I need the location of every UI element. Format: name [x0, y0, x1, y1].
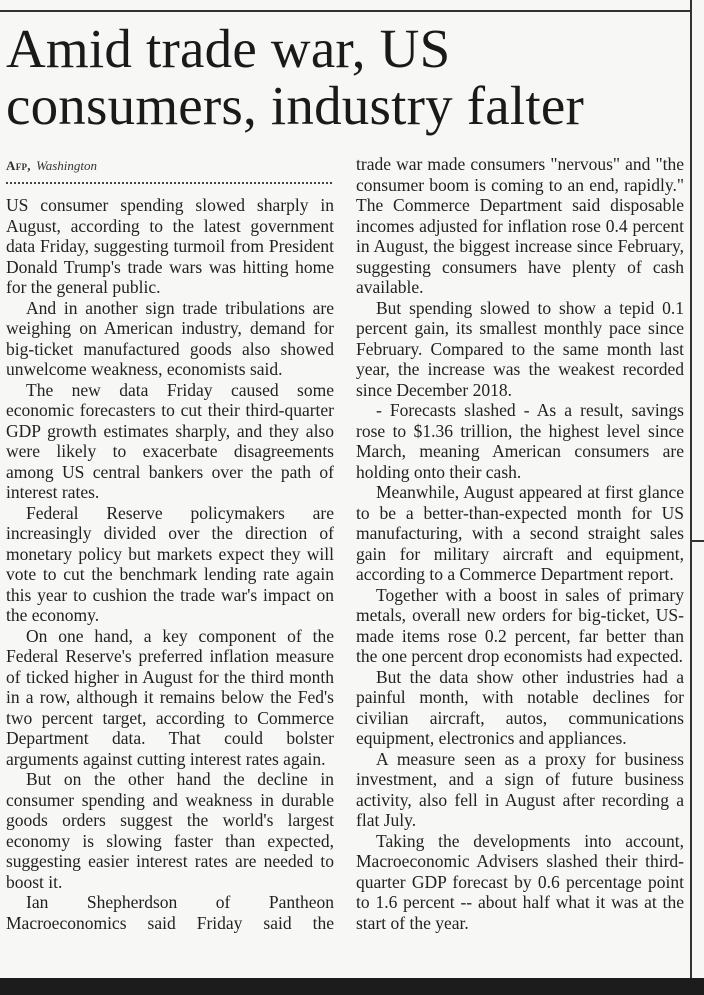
byline-agency: Afp, [6, 158, 31, 173]
paragraph: But the data show other industries had a painful month, with notable declines for civilian aircraft, autos, communications equipment, electronics and appliances. [356, 666, 684, 748]
byline-place: Washington [36, 158, 98, 173]
paragraph: US consumer spending slowed sharply in August, according to the latest government data Friday, suggesting turmoil from President Donald Trump's trade wars was hitting home for the general public. [6, 195, 334, 297]
paragraph: On one hand, a key component of the Federal Reserve's preferred inflation measure of ticked higher in August for the third month in a row, although it remains below the Fed's two percent target, according to Commerce Department data. That could bolster arguments against cutting interest rates again. [6, 625, 334, 769]
paragraph: But spending slowed to show a tepid 0.1 percent gain, its smallest monthly pace since February. Compared to the same month last year, the increase was the weakest recorded since December 2018. [356, 297, 684, 400]
headline: Amid trade war, US consumers, industry falter [6, 18, 584, 136]
adjacent-article-rule [692, 540, 704, 542]
paragraph: But on the other hand the decline in consumer spending and weakness in durable goods orders suggest the world's largest economy is slowing faster than expected, suggesting easier interest rates are needed to boost it. [6, 769, 334, 892]
column-rule-right [690, 0, 692, 978]
paragraph: - Forecasts slashed - As a result, savings rose to $1.36 trillion, the highest level since March, meaning American consumers are holding onto their cash. [356, 400, 684, 482]
paragraph: The new data Friday caused some economic forecasters to cut their third-quarter GDP growth estimates sharply, and they also were likely to exacerbate disagreements among US central bankers over the path of interest rates. [6, 379, 334, 502]
article-column-1 [6, 195, 334, 933]
paragraph: Together with a boost in sales of primary metals, overall new orders for big-ticket, US-made items rose 0.2 percent, far better than the one percent drop economists had expected. [356, 584, 684, 666]
bottom-border [0, 978, 704, 995]
paragraph: Federal Reserve policymakers are increasingly divided over the direction of monetary policy but markets expect they will vote to cut the benchmark lending rate again this year to cushion the trade war's impact on the economy. [6, 502, 334, 625]
top-rule [0, 10, 690, 12]
paragraph: trade war made consumers "nervous" and "the consumer boom is coming to an end, rapidly." The Commerce Department said disposable incomes adjusted for inflation rose 0.4 percent in August, the biggest increase since February, suggesting consumers have plenty of cash available. [356, 154, 684, 297]
paragraph: Meanwhile, August appeared at first glance to be a better-than-expected month for US manufacturing, with a second straight sales gain for military aircraft and equipment, according to a Commerce Department report. [356, 482, 684, 584]
paragraph: Taking the developments into account, Macroeconomic Advisers slashed their third-quarter GDP forecast by 0.6 percentage point to 1.6 percent -- about half what it was at the start of the year. [356, 830, 684, 933]
dotted-separator [6, 182, 332, 184]
paragraph: And in another sign trade tribulations are weighing on American industry, demand for big-ticket manufactured goods also showed unwelcome weakness, economists said. [6, 297, 334, 379]
paragraph: A measure seen as a proxy for business investment, and a sign of future business activity, also fell in August after recording a flat July. [356, 748, 684, 830]
article-column-2 [356, 154, 684, 933]
byline [6, 158, 97, 174]
paragraph: Ian Shepherdson of Pantheon Macroeconomics said Friday said the [6, 892, 334, 933]
